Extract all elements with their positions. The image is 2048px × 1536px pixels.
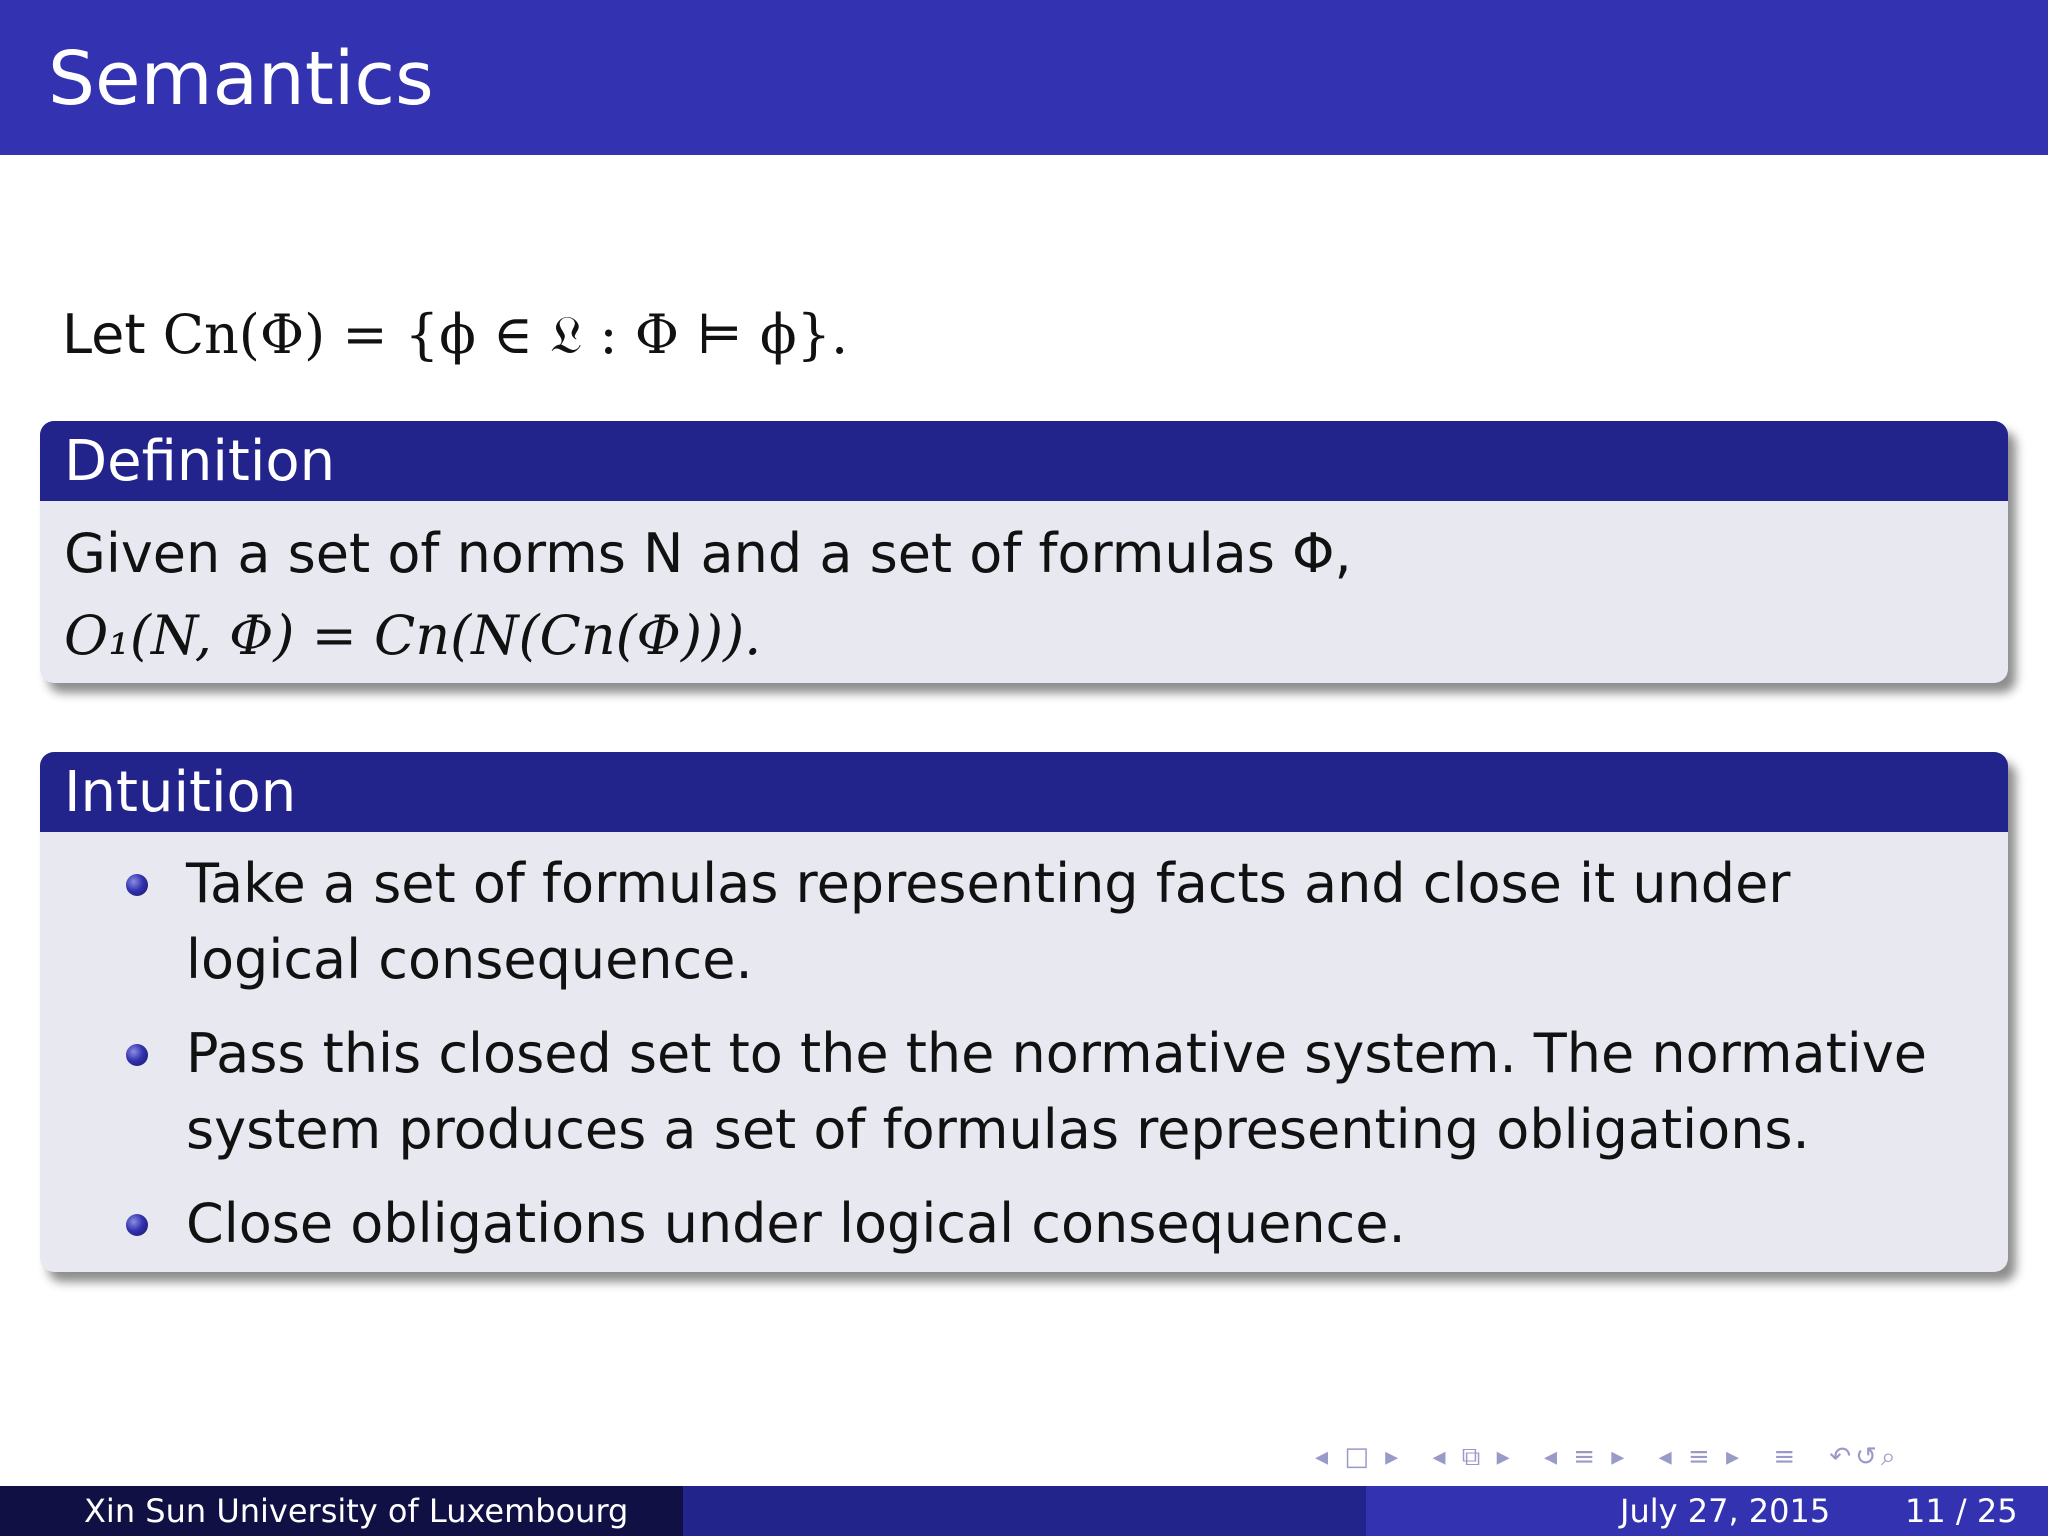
slide-title: Semantics (48, 36, 434, 122)
intuition-list (40, 832, 2008, 1262)
frame-nav-icon[interactable]: ◂ □ ▸ (1315, 1442, 1403, 1472)
definition-block (40, 421, 2008, 683)
section-nav-icon[interactable]: ◂ ≡ ▸ (1543, 1442, 1629, 1472)
bullet-icon (126, 1214, 148, 1236)
list-item-text: Take a set of formulas representing facts and close it under logical consequence. (186, 852, 1791, 991)
title-bar (0, 0, 2048, 155)
footer-middle (683, 1486, 1366, 1536)
align-nav-icon[interactable]: ≡ (1773, 1442, 1800, 1472)
intro-prefix: Let (62, 303, 163, 366)
list-item (40, 846, 2008, 998)
intro-formula: Cn(Φ) = {ϕ ∈ 𝔏 : Φ ⊨ ϕ}. (162, 303, 849, 366)
definition-heading: Definition (40, 421, 2008, 501)
bullet-icon (126, 874, 148, 896)
navigation-symbols (1315, 1442, 1918, 1473)
bullet-icon (126, 1044, 148, 1066)
footer-left (0, 1486, 683, 1536)
footer-bar (0, 1486, 2048, 1536)
intro-statement (62, 303, 849, 366)
intuition-block (40, 752, 2008, 1272)
footer-date: July 27, 2015 (1620, 1492, 1831, 1530)
subsection-nav-icon[interactable]: ◂ ⧉ ▸ (1432, 1442, 1514, 1472)
list-item (40, 1186, 2008, 1262)
search-nav-icon[interactable]: ↶↺⌕ (1829, 1442, 1900, 1472)
list-item-text: Pass this closed set to the the normative system. The normative system produces a set of formulas representing obligations. (186, 1022, 1927, 1161)
footer-author: Xin Sun University of Luxembourg (84, 1492, 629, 1530)
definition-body (40, 501, 2008, 677)
intuition-heading: Intuition (40, 752, 2008, 832)
subsection2-nav-icon[interactable]: ◂ ≡ ▸ (1658, 1442, 1744, 1472)
list-item (40, 1016, 2008, 1168)
definition-formula: O₁(N, Φ) = Cn(N(Cn(Φ))). (64, 604, 762, 667)
definition-line-1: Given a set of norms N and a set of formulas Φ, (64, 522, 1352, 585)
footer-page-number: 11 / 25 (1905, 1492, 2018, 1530)
list-item-text: Close obligations under logical consequence. (186, 1192, 1406, 1255)
